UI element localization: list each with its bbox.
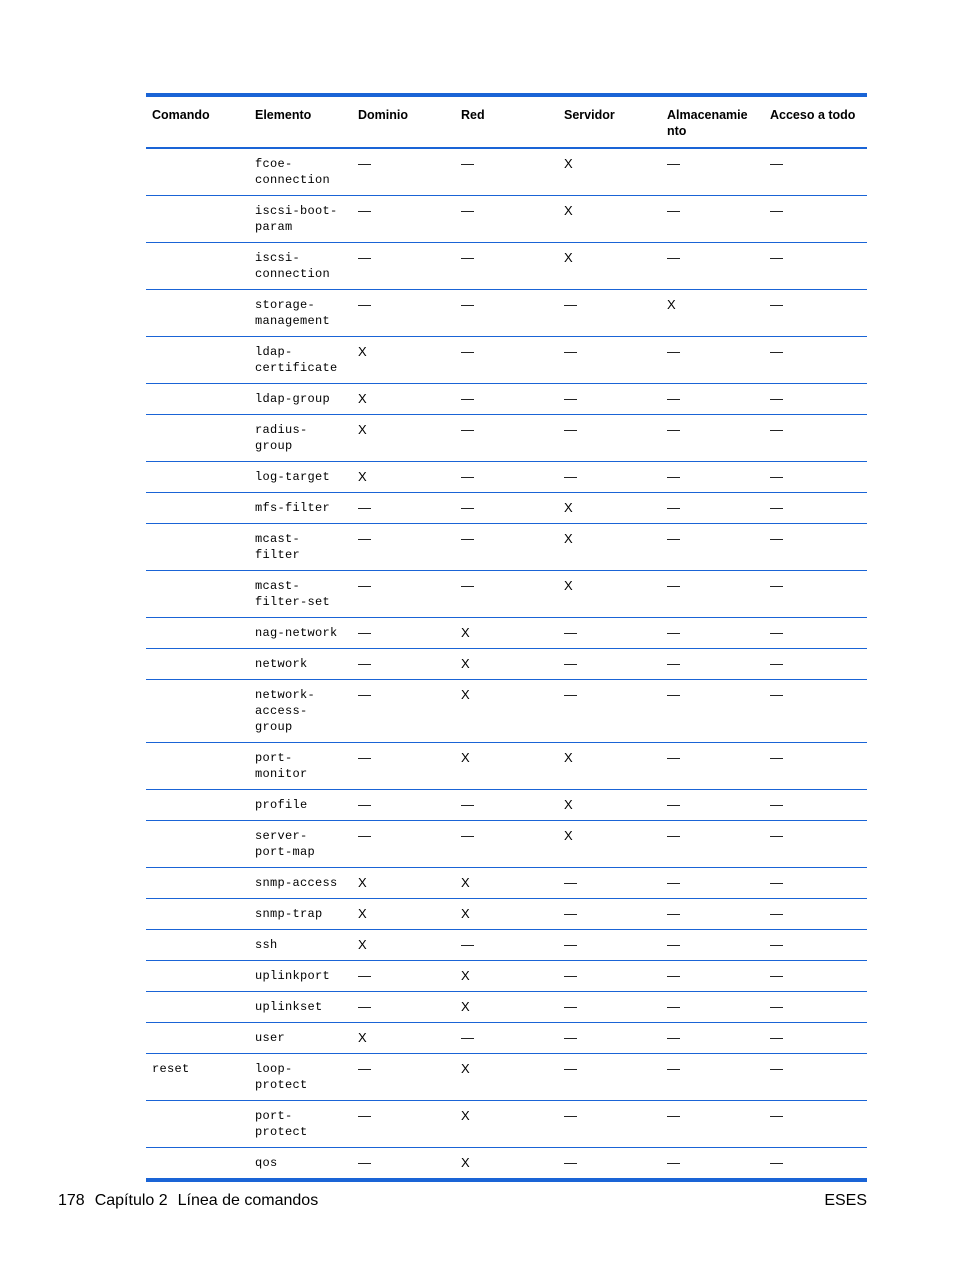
cell-permission: X [358, 937, 367, 952]
cell-elemento: ldap- certificate [255, 345, 338, 375]
cell-permission: — [564, 1030, 577, 1045]
cell-permission: X [358, 391, 367, 406]
cell-permission: — [667, 937, 680, 952]
cell-permission: — [770, 391, 783, 406]
cell-permission: — [770, 906, 783, 921]
table-row [146, 1101, 867, 1148]
cell-permission: — [564, 1061, 577, 1076]
cell-comando [146, 1023, 249, 1054]
cell-elemento: port- protect [255, 1109, 308, 1139]
cell-permission: — [564, 875, 577, 890]
cell-permission: X [461, 968, 470, 983]
cell-comando [146, 415, 249, 462]
cell-permission: — [770, 750, 783, 765]
cell-elemento: loop- protect [255, 1062, 308, 1092]
cell-permission: — [770, 578, 783, 593]
cell-permission: — [358, 203, 371, 218]
header-comando: Comando [152, 108, 210, 122]
cell-permission: — [564, 297, 577, 312]
cell-permission: X [564, 797, 573, 812]
cell-permission: — [461, 344, 474, 359]
cell-comando [146, 571, 249, 618]
cell-permission: — [358, 1155, 371, 1170]
cell-permission: X [564, 500, 573, 515]
cell-elemento: uplinkport [255, 969, 331, 983]
cell-elemento: port- monitor [255, 751, 308, 781]
cell-permission: — [564, 968, 577, 983]
cell-permission: — [770, 156, 783, 171]
table-body [146, 148, 867, 1180]
header-red: Red [461, 108, 485, 122]
cell-elemento: storage- management [255, 298, 331, 328]
cell-permission: — [358, 687, 371, 702]
table-row [146, 196, 867, 243]
cell-permission: — [358, 968, 371, 983]
cell-permission: — [461, 1030, 474, 1045]
cell-elemento: ldap-group [255, 392, 331, 406]
cell-permission: — [461, 156, 474, 171]
table-row [146, 868, 867, 899]
cell-permission: — [770, 1061, 783, 1076]
cell-permission: — [667, 1061, 680, 1076]
cell-permission: — [667, 1030, 680, 1045]
cell-elemento: iscsi-boot- param [255, 204, 338, 234]
cell-permission: — [358, 828, 371, 843]
cell-permission: — [461, 469, 474, 484]
cell-permission: X [461, 687, 470, 702]
cell-permission: X [461, 906, 470, 921]
cell-permission: — [667, 578, 680, 593]
cell-permission: — [770, 625, 783, 640]
table-row [146, 992, 867, 1023]
table-row [146, 493, 867, 524]
cell-comando [146, 462, 249, 493]
cell-permission: X [461, 750, 470, 765]
cell-elemento: snmp-trap [255, 907, 323, 921]
cell-permission: — [461, 937, 474, 952]
table-row [146, 384, 867, 415]
table-row [146, 1054, 867, 1101]
cell-comando [146, 148, 249, 196]
table-row [146, 290, 867, 337]
cell-permission: — [564, 422, 577, 437]
cell-elemento: radius- group [255, 423, 308, 453]
cell-permission: — [461, 203, 474, 218]
cell-permission: — [564, 687, 577, 702]
cell-comando: reset [152, 1062, 190, 1076]
cell-permission: — [358, 656, 371, 671]
cell-permission: — [770, 422, 783, 437]
cell-permission: — [461, 578, 474, 593]
cell-permission: — [461, 797, 474, 812]
cell-permission: — [667, 687, 680, 702]
cell-permission: X [461, 875, 470, 890]
cell-permission: — [358, 999, 371, 1014]
cell-elemento: server- port-map [255, 829, 316, 859]
cell-permission: X [564, 250, 573, 265]
cell-permission: — [667, 422, 680, 437]
chapter-title: Línea de comandos [177, 1192, 319, 1209]
command-table-container [146, 93, 867, 1182]
cell-permission: X [461, 625, 470, 640]
cell-permission: X [358, 1030, 367, 1045]
cell-permission: — [770, 203, 783, 218]
cell-permission: — [667, 625, 680, 640]
cell-elemento: mcast- filter [255, 532, 301, 562]
cell-permission: X [461, 1155, 470, 1170]
cell-permission: — [770, 797, 783, 812]
header-dominio: Dominio [358, 108, 408, 122]
cell-permission: — [461, 391, 474, 406]
cell-comando [146, 649, 249, 680]
cell-permission: — [667, 531, 680, 546]
table-row [146, 930, 867, 961]
cell-permission: — [461, 500, 474, 515]
cell-permission: X [358, 906, 367, 921]
cell-permission: — [358, 1061, 371, 1076]
cell-permission: — [564, 999, 577, 1014]
table-row [146, 148, 867, 196]
cell-permission: — [358, 156, 371, 171]
cell-permission: X [564, 828, 573, 843]
cell-comando [146, 196, 249, 243]
cell-permission: — [358, 797, 371, 812]
cell-comando [146, 930, 249, 961]
table-row [146, 1023, 867, 1054]
cell-permission: — [770, 250, 783, 265]
cell-comando [146, 1101, 249, 1148]
cell-permission: — [770, 531, 783, 546]
cell-permission: — [461, 531, 474, 546]
table-row [146, 680, 867, 743]
cell-permission: — [667, 750, 680, 765]
cell-comando [146, 743, 249, 790]
cell-elemento: qos [255, 1156, 278, 1170]
cell-permission: — [667, 469, 680, 484]
cell-permission: — [564, 656, 577, 671]
table-row [146, 961, 867, 992]
cell-elemento: user [255, 1031, 286, 1045]
cell-permission: — [667, 203, 680, 218]
cell-permission: — [770, 1030, 783, 1045]
cell-permission: — [667, 968, 680, 983]
cell-permission: X [564, 156, 573, 171]
table-row [146, 571, 867, 618]
cell-permission: X [461, 999, 470, 1014]
cell-permission: — [770, 656, 783, 671]
cell-permission: — [770, 344, 783, 359]
cell-permission: — [667, 828, 680, 843]
cell-permission: — [358, 750, 371, 765]
cell-permission: X [667, 297, 676, 312]
table-row [146, 337, 867, 384]
cell-permission: — [667, 500, 680, 515]
cell-permission: — [667, 999, 680, 1014]
cell-comando [146, 961, 249, 992]
cell-elemento: nag-network [255, 626, 338, 640]
cell-elemento: network [255, 657, 308, 671]
cell-permission: — [358, 250, 371, 265]
cell-permission: — [667, 156, 680, 171]
cell-permission: — [564, 1108, 577, 1123]
cell-comando [146, 1148, 249, 1181]
cell-permission: — [770, 1155, 783, 1170]
table-row [146, 821, 867, 868]
page-number: 178 [58, 1192, 85, 1209]
cell-permission: X [564, 578, 573, 593]
header-servidor: Servidor [564, 108, 615, 122]
cell-permission: — [564, 391, 577, 406]
cell-comando [146, 992, 249, 1023]
cell-elemento: mcast- filter-set [255, 579, 331, 609]
cell-permission: X [358, 469, 367, 484]
cell-elemento: snmp-access [255, 876, 338, 890]
cell-permission: — [770, 469, 783, 484]
cell-permission: — [461, 297, 474, 312]
table-row [146, 649, 867, 680]
cell-comando [146, 524, 249, 571]
cell-permission: X [358, 344, 367, 359]
locale-code: ESES [824, 1192, 867, 1209]
cell-permission: — [770, 968, 783, 983]
cell-permission: — [667, 1108, 680, 1123]
cell-permission: — [770, 297, 783, 312]
cell-comando [146, 337, 249, 384]
cell-comando [146, 680, 249, 743]
cell-permission: — [461, 828, 474, 843]
cell-permission: X [564, 750, 573, 765]
cell-permission: X [461, 1108, 470, 1123]
page-footer-left [58, 1192, 328, 1210]
cell-comando [146, 243, 249, 290]
cell-permission: — [461, 422, 474, 437]
table-row [146, 899, 867, 930]
header-elemento: Elemento [255, 108, 312, 122]
cell-comando [146, 790, 249, 821]
cell-elemento: log-target [255, 470, 331, 484]
cell-comando [146, 384, 249, 415]
cell-comando [146, 821, 249, 868]
cell-elemento: network- access- group [255, 688, 316, 734]
cell-permission: — [358, 297, 371, 312]
cell-permission: — [770, 687, 783, 702]
cell-permission: — [564, 906, 577, 921]
header-acceso-a-todo: Acceso a todo [770, 108, 856, 122]
cell-permission: X [461, 656, 470, 671]
cell-permission: — [564, 937, 577, 952]
cell-comando [146, 868, 249, 899]
cell-permission: — [667, 1155, 680, 1170]
cell-elemento: iscsi- connection [255, 251, 331, 281]
cell-permission: — [564, 344, 577, 359]
table-row [146, 618, 867, 649]
table-row [146, 243, 867, 290]
cell-permission: — [770, 500, 783, 515]
cell-permission: — [358, 500, 371, 515]
cell-permission: — [564, 469, 577, 484]
table-row [146, 1148, 867, 1181]
table-row [146, 462, 867, 493]
cell-permission: — [770, 937, 783, 952]
cell-elemento: ssh [255, 938, 278, 952]
cell-elemento: fcoe- connection [255, 157, 331, 187]
cell-permission: — [667, 250, 680, 265]
cell-permission: X [358, 875, 367, 890]
cell-elemento: mfs-filter [255, 501, 331, 515]
cell-permission: — [770, 1108, 783, 1123]
header-almacenamiento: Almacenamie nto [667, 108, 748, 138]
table-row [146, 524, 867, 571]
cell-permission: — [770, 828, 783, 843]
cell-permission: — [358, 625, 371, 640]
table-row [146, 743, 867, 790]
cell-permission: X [358, 422, 367, 437]
cell-permission: — [564, 1155, 577, 1170]
cell-permission: — [461, 250, 474, 265]
cell-comando [146, 290, 249, 337]
cell-permission: — [358, 531, 371, 546]
command-permissions-table [146, 93, 867, 1182]
cell-elemento: uplinkset [255, 1000, 323, 1014]
cell-permission: — [667, 344, 680, 359]
table-header-row [146, 95, 867, 148]
cell-comando [146, 899, 249, 930]
table-row [146, 790, 867, 821]
cell-permission: X [461, 1061, 470, 1076]
cell-permission: — [667, 391, 680, 406]
cell-permission: — [358, 1108, 371, 1123]
cell-permission: — [564, 625, 577, 640]
cell-permission: — [667, 797, 680, 812]
cell-permission: — [667, 906, 680, 921]
cell-comando [146, 618, 249, 649]
chapter-label: Capítulo 2 [94, 1192, 168, 1209]
cell-permission: — [667, 656, 680, 671]
table-row [146, 415, 867, 462]
cell-permission: — [770, 999, 783, 1014]
cell-permission: — [358, 578, 371, 593]
cell-permission: X [564, 531, 573, 546]
cell-permission: — [770, 875, 783, 890]
cell-permission: X [564, 203, 573, 218]
cell-permission: — [667, 875, 680, 890]
cell-elemento: profile [255, 798, 308, 812]
cell-comando [146, 493, 249, 524]
